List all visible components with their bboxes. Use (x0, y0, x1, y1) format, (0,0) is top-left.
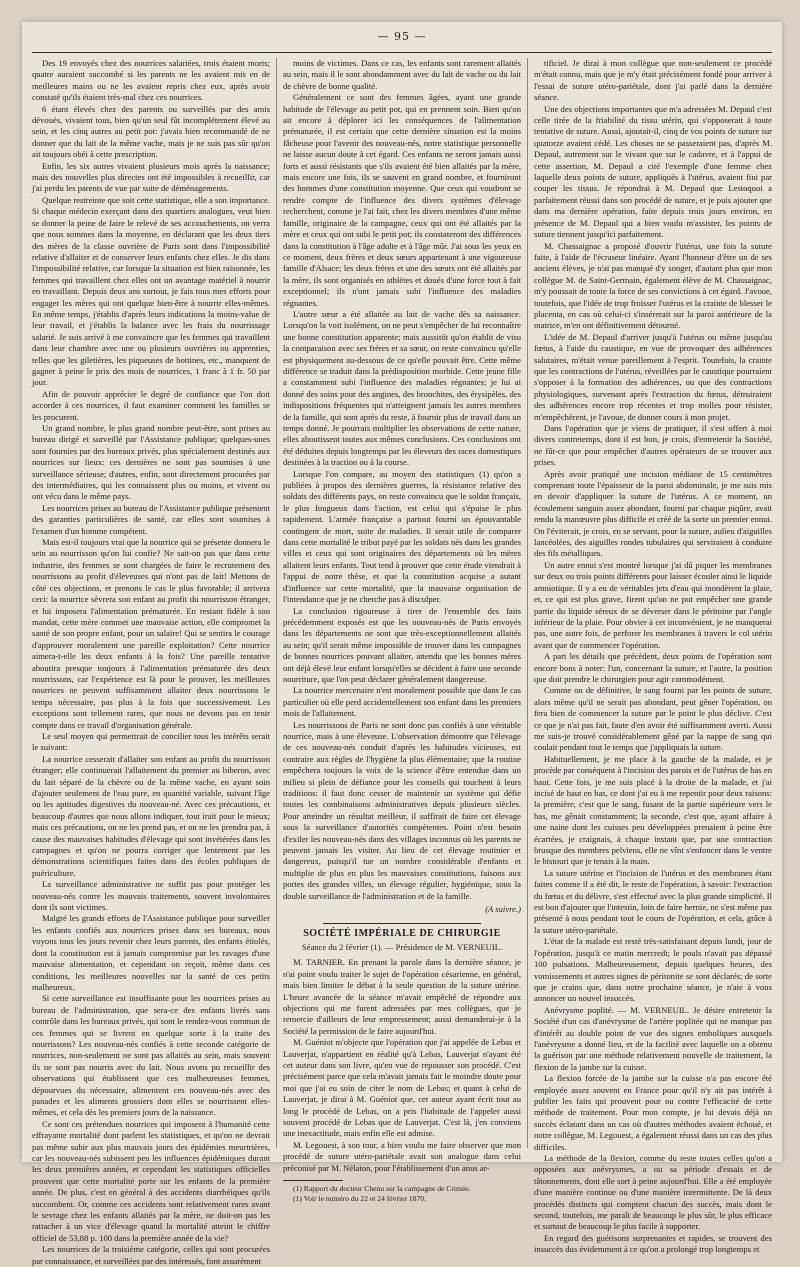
footnote-rule (283, 1180, 343, 1181)
paragraph: M. Guéniot m'objecte que l'opération que j'ai appelée de Lebas et Lauverjat, n'appartient en réalité qu'à Lebas, Lauverjat n'ayant été cet auteur dans son livre, qu'en vue de repousser son procédé. C'est précisément parce que cela m'avait jamais fait le moindre doute pour moi que j'ai eu soin de citer le nom de Lebas; et quant à celui de Lauverjat, je dirai à M. Guéniot que, cet auteur ayant écrit tout au long le procédé de Lebas, on a pris l'habitude de l'appeler aussi souvent procédé de Lebas que de Lauverjat. C'est là, j'en conviens une inexactitude, mais enfin elle est admise. (283, 1037, 521, 1139)
paragraph: Anévrysme poplité. — M. VERNEUIL. Je désire entretenir la Société d'un cas d'anévrysme de l'artère poplitée qui ne manque pas d'intérêt au double point de vue des signes emboliques auxquels l'anévrysme a donné lieu, et de la facilité avec laquelle on a obtenu la guérison par une méthode relativement nouvelle de traitement, la flexion de la jambe sur la cuisse. (534, 1004, 772, 1072)
paragraph: M. Chassaignac a proposé d'ouvrir l'utérus, une fois la suture faite, à l'aide de l'écraseur linéaire. Ayant l'honneur d'être un de ses anciens élèves, je n'ai pas manqué d'y songer, d'autant plus que mon collègue M. de Saint-Germain, également élève de M. Chassaignac, m'y poussait de toute la force de ses convictions à cet égard. J'avoue, toutefois, que l'idée de trop froisser l'utérus et la crainte de blesser le placenta, en cas où celui-ci s'insérerait sur la paroi antérieure de la matrice, m'en ont définitivement détourné. (534, 240, 772, 331)
paragraph: tificiel. Je dirai à mon collègue que non-seulement ce procédé m'était connu, mais que je m'y était précisément fondé pour arriver à l'essai de suture utéro-pariétale, dont j'ai parlé dans la dernière séance. (534, 58, 772, 103)
paragraph: Comme on de définitive, le sang fourni par les points de suture, alors même qu'il ne serait pas abondant, peut gêner l'opération, on fera bien de commencer la suture par le point le plus déclive. C'est ce que je n'ai pas fait, faute d'en avoir été suffisamment averti. Aussi me suis-je trouvé considérablement gêné par la nappe de sang qui coulait pendant tout le temps que j'appliquais la suture. (534, 685, 772, 753)
paragraph: Dans l'opération que je viens de pratiquer, il s'est offert à moi divers contretemps, dont il est bon, je crois, d'entretenir la Société, ne fût-ce que pour empêcher d'autres opérateurs de se trouver aux prises. (534, 423, 772, 468)
paragraph: La conclusion rigoureuse à tirer de l'ensemble des faits précédemment exposés est que les nouveau-nés de Paris envoyés dans les départements ne sont que très-exceptionnellement allaités au sein; qu'il serait même impossible de trouver dans les campagnes de bonnes nourrices pouvant allaiter, attendu que les bonnes mères ont déjà élevé leur enfant lorsqu'elles se décident à faire une seconde nourriture, que l'on peut déclarer généralement dangereuse. (283, 605, 521, 684)
paragraph: Enfin, les six autres vivaient plusieurs mois après la naissance; mais des nouvelles plus directes ont été impossibles à recueillir, car j'ai perdu les parents de vue par suite de déménagements. (32, 160, 270, 194)
paragraph: Après avoir pratiqué une incision médiane de 15 centimètres comprenant toute l'épaisseur de la paroi abdominale, je me suis mis en devoir d'appliquer la suture de l'utérus. A ce moment, un écoulement sanguin assez abondant, fourni par chaque piqûre, avait rendu la manœuvre plus difficile et créé de la sorte un premier ennui. On l'éviterait, je crois, en se servant, pour la suture, aulieu d'aiguilles lancéolées, des aiguilles rondes tubulaires qui serviraient à conduire des fils métalliques. (534, 468, 772, 559)
footnote: (1) Rapport du docteur Chenu sur la campagne de Crimée. (293, 1184, 471, 1193)
paragraph: A part les détails que précèdent, deux points de l'opération sont encore bons à noter: l'un, concernant la suture, et l'autre, la position que doit prendre le chirurgien pour agir commodément. (534, 651, 772, 684)
newspaper-page (22, 22, 782, 1266)
section-title: SOCIÉTÉ IMPÉRIALE DE CHIRURGIE (303, 928, 501, 940)
paragraph: Afin de pouvoir apprécier le degré de confiance que l'on doit accorder à ces nourrices, il faut examiner comment les familles se les procurent. (32, 388, 270, 422)
paragraph: 6 étant élevés chez des parents ou surveillés par des amis dévoués, vivaient tous, bien qu'un seul fût incomplétement élevé au sein, et les cinq autres au petit pot: j'avais bien recommandé de ne donner que du lait de la même vache, mais je ne suis pas sûr qu'on ait toujours obéi à cette prescription. (32, 103, 270, 160)
paragraph: En regard des guérisons surprenantes et rapides, se trouvent des insuccès dus évidemment à ce qu'on a prolongé trop longtemps et (534, 1232, 772, 1255)
paragraph: Des 19 envoyés chez des nourrices salariées, trois étaient morts; quatre auraient succombé si les parents ne les avaient mis en de meilleures mains ou ne les avaient repris chez eux, après avoir constaté qu'ils étaient très-mal chez ces nourrices. (32, 58, 270, 103)
paragraph: moins de victimes. Dans ce cas, les enfants sont rarement allaités au sein, mais il le sont abondamment avec du lait de vache ou du lait de chèvre de bonne qualité. (283, 58, 521, 91)
paragraph: Un autre ennui s'est montré lorsque j'ai dû piquer les membranes sur deux ou trois points différents pour laisser écouler ainsi le liquide amniotique. Il y a eu de véritables jets d'eau qui inondèrent la plaie, et, ce qui est plus grave, firent qu'on ne put empêcher une grande partie du liquide séreux de se déverser dans le péritoine par l'angle inférieur de la plaie. Pour obvier à cet inconvénient, je ne manquerai pas, une autre fois, de perforer les membranes à travers le col utérin avant que de commencer l'opération. (534, 559, 772, 650)
paragraph: Si cette surveillance est insuffisante pour les nourrices prises au bureau de l'administration, que sera-ce des enfants livrés sans contrôle dans les bureaux privés, qui sont le rendez-vous commun de ces femmes qui se livrent en quelque sorte à la traite des nourrissons? Les nouveau-nés confiés à cette seconde catégorie de nourrices, non-seulement ne sont pas allaités au sein, mais souvent ils ne sont pas nourris avec du lait. Nous avons pu recueillir des observations qui établissent que ces malheureuses femmes, dépourvues du nécessaire, alimentent ces nouveau-nés avec des panades et les aliments grossiers dont elles se nourrissent elles-mêmes, et cela dès les premiers jours de la naissance. (32, 993, 270, 1118)
paragraph: L'autre sœur a été allaitée au lait de vache dès sa naissance. Lorsqu'on la voit isolément, on ne peut s'empêcher de lui reconnaître une bonne constitution apparente; mais aussitôt qu'on établit de visu la comparaison avec ses frères et sa sœur, on reste convaincu qu'elle est physiquement au-dessous de ce qu'elle pouvait être. Cette même différence se traduit dans la prédisposition morbide. Cette jeune fille a constamment subi l'influence des maladies régnantes; je lui ai donné des soins pour des angines, des bronchites, des érysipèles, des indispositions fréquentes qui n'atteignent jamais les autres membres de la famille, qui sont après du reste, à fournir plus de travail dans un temps donné. Je pourrais multiplier les observations de cette nature, elles aboutissent toutes aux mêmes conclusions. Ces conclusions ont été déduites depuis longtemps par les éleveurs des races domestiques destinées à la traction ou à la course. (283, 308, 521, 468)
paragraph: Ce sont ces prétendues nourrices qui imposent à l'humanité cette effrayante mortalité dont parlent les statistiques, et qu'on ne devrait pas même subir aux plus mauvais jours des épidémies meurtrières, car les nouveau-nés subissent peu les influences épidémiques durant les deux premières années, et cependant les statistiques officielles prouvent que cette mortalité porte sur les enfants de la première année. De plus, c'est en général à des accidents diarrhéiques qu'ils succombent. Or, comme ces accidents sont relativement rares avant le sevrage chez les enfants allaités par la mère, ne doit-on pas les rattacher à un vice d'élevage quand la mortalité atteint le chiffre officiel de 53,88 p. 100 dans la première année de la vie? (32, 1118, 270, 1243)
paragraph: La suture utérine et l'incision de l'utérus et des membranes étant faites comme il a été dit, le reste de l'opération, à savoir: l'extraction du fœtus et du délivre, s'est effectué avec la plus grande simplicité. Il est bon d'ajouter que l'intestin, loin de faire hernie, ne s'est même pas présenté à nous pendant tout le cours de l'opération, et cela, grâce à la suture utéro-pariétale. (534, 867, 772, 935)
section-rule (323, 923, 481, 924)
column-2 (283, 58, 521, 1203)
paragraph: La surveillance administrative ne suffit pas pour protéger les nouveau-nés contre les mauvais traitements, souvent involontaires dont ils sont victimes. (32, 879, 270, 913)
paragraph: La nourrice cesserait d'allaiter son enfant au profit du nourrisson étranger; elle continuerait l'allaitement du premier au biberon, avec du lait séparé de la chèvre ou de la même vache, en ayant soin d'ajouter seulement de l'eau pure, en quantité variable, suivant l'âge ou les aptitudes digestives du nouveau-né. Avec ces précautions, et beaucoup d'autres que nous allons indiquer, tout irait pour le mieux; mais ces précautions, on ne les prend pas, et on ne les prendra pas, à cause des mauvaises habitudes d'élevage qui sont invétérées dans les campagnes et qu'on ne pourra corriger que lentement par les démonstrations scientifiques faites dans des écoles publiques de puériculture. (32, 753, 270, 878)
column-separator-1 (276, 58, 277, 1148)
paragraph: Le seul moyen qui permettrait de concilier tous les intérêts serait le suivant: (32, 730, 270, 753)
to-be-continued: (A suivre.) (485, 904, 521, 915)
paragraph: La méthode de la flexion, comme du reste toutes celles qu'on a opposées aux anévrysmes, a ou sa période d'essais et de tâtonnements, dont elle sort à peine aujourd'hui. Elle a été employée d'une manière continue ou d'une manière intermittente. De là deux procédés distincts qui comptent chacun des succès, mais dont le second, toutefois, me paraît de beaucoup le plus sûr, le plus efficace et surtout de beaucoup le plus facile à supporter. (534, 1153, 772, 1232)
paragraph: M. Legouest, à son tour, a bien voulu me faire observer que mon procédé de suture utéro-pariétale avait son analogue dans celui préconisé par M. Nélaton, pour l'établissement d'un anus ar- (283, 1139, 521, 1173)
column-3 (534, 58, 772, 1255)
paragraph: Mais est-il toujours vrai que la nourrice qui se présente donnera le sein au nourrisson qu'on lui confie? Ne sait-on pas que dans cette industrie, des femmes se sont chargées de faire le recrutement des nourrissons au profit d'éleveuses qui n'ont pas de lait! Mettons de côté ces objections, et prenons le cas le plus favorable; il arrivera ceci: la nourrice sèvrera son enfant au profit du nourrisson étranger, et lui imposera l'alimentation prématurée. En restant fidèle à son mandat, cette mère commet une mauvaise action, elle compromet la santé de son propre enfant, pour un salaire! Qui se sentira le courage d'approuver moralement une pareille exploitation? Cette nourrice aimera-t-elle les deux enfants à la fois? Une pareille tentative aboutira presque toujours à l'alimentation prématurée des deux nourrissons, car l'expérience est là pour le prouver, les meilleures nourrices ne peuvent suffisamment allaiter deux nourrissons le temps nécessaire, pas plus à la fois que successivement. Les exceptions sont tellement rares, que nous ne devons pas en tenir compte dans ce travail d'organisation générale. (32, 537, 270, 730)
section-subtitle: Séance du 2 février (1). — Présidence de M. VERNEUIL. (301, 941, 503, 952)
paragraph: L'idée de M. Depaul d'arriver jusqu'à l'utérus ou même jusqu'au fœtus, à l'aide du caustique, en vue de provoquer des adhérences salutaires, m'était venue pareillement à l'esprit. Toutefois, la crainte que les contractions de l'utérus, réveillées par le caustique pourraient s'opposer à la formation des adhérences, ou que des contractions physiologiques, survenant après l'extraction du fœtus, détruiraient des adhérences encore trop récentes et trop molles pour résister, m'empêchèrent, je l'avoue, de donner cours à mon projet. (534, 331, 772, 422)
paragraph: Malgré les grands efforts de l'Assistance publique pour surveiller les enfants confiés aux nourrices prises dans ses bureaux, nous voyons tous les jours revenir chez leurs parents, des enfants étiolés, dont la constitution est à jamais compromise par les ravages d'une mauvaise alimentation, et cependant on reçoit, même dans ces conditions, les meilleures nouvelles sur la santé de ces petits malheureux. (32, 913, 270, 992)
paragraph: L'état de la malade est resté très-satisfaisant depuis lundi, jour de l'opération, jusqu'à ce matin mercredi; le pouls n'avait pas dépassé 100 pulsations. Malheureusement, depuis quelques heures, des vomissements et autres signes de péritonite se sont déclarés; de sorte que je crains que, dans notre prochaine séance, je n'aie à vous annoncer un nouvel insuccès. (534, 936, 772, 1004)
column-1 (32, 58, 270, 1266)
footnote: (1) Voir le numéro du 22 et 24 février 1870. (293, 1194, 427, 1203)
paragraph: Un grand nombre, le plus grand nombre peut-être, sont prises au bureau dirigé et surveillé par l'Assistance publique; quelques-unes sont fournies par des bureaux privés, plus spécialement destinés aux nourrices sur lieux: ces dernières ne sont pas soumises à une surveillance sérieuse; d'autres, enfin, sont directement procurées par des intermédiaires, qui les connaissent plus ou moins, et vivent ou ont vécu dans le même pays. (32, 423, 270, 502)
page-number: — 95 — (377, 30, 427, 43)
paragraph: Les nourrissons de Paris ne sont donc pas confiés à une véritable nourrice, mais à une éleveuse. L'observation démontre que l'élevage de ces nouveau-nés conduit d'après les habitudes vicieuses, est contraire aux règles de l'hygiène la plus élémentaire; que la routine empêchera toujours la voix de la science d'être entendue dans un milieu si plein de défiance pour les conseils qui touchent à leurs traditions: il faut donc cesser de maintenir un système qui défie toutes les combinaisons administratives depuis plusieurs siècles. Pour atteindre un résultat meilleur, il suffirait de faire cet élevage sous la surveillance d'autorités compétentes. Point n'est besoin d'exiler les nouveau-nés dans des villages inconnus où les parents ne peuvent jamais les visiter. Au lieu de cet élevage routinier et dangereux, puisqu'il tue un nombre considérable d'enfants et multiplie de plus en plus les mauvaises constitutions, faisons aux portes des grandes villes, un élevage régulier, hygiénique, sous la double surveillance de l'administration et de la famille. (283, 719, 521, 901)
paragraph: Lorsque l'on compare, au moyen des statistiques (1) qu'on a publiées à propos des dernières guerres, la résistance relative des soldats des différents pays, on reste convaincu que le soldat français, le plus fougueux dans l'action, est celui qui s'épuise le plus rapidement. L'armée française a partout fourni un épouvantable contingent de mort, suite de maladies. Il serait utile de comparer dans cette mortalité le tribut payé par les soldats nés dans les grandes villes et ceux qui sont originaires des départements où les mères allaitent leurs enfants. Tout tend à prouver que cette étude viendrait à l'appui de notre thèse, et que la constitution acquise a autant d'influence sur cette mortalité, que la mauvaise organisation de l'intendance que je ne cherche pas à disculper. (283, 468, 521, 605)
paragraph: Une des objections importantes que m'a adressées M. Depaul c'est celle tirée de la friabilité du tissu utérin, qui s'opposerait à toute tentative de suture. Aussi, ajoutait-il, cinq de vos points de suture sur quatorze avaient cédé. Les choses ne se passeraient pas, d'après M. Depaul, autrement sur le vivant que sur le cadavre, et à l'appui de cette assertion, M. Depaul a cité l'exemple d'une femme chez laquelle deux points de suture, appliqués à l'utérus, avaient fini par couper les tissus. Je répondrai à M. Depaul que Lestoquoi a parfaitement réussi dans son procédé de suture, et je puis ajouter que dans ma dernière opération, faite depuis trois jours environ, en présence de M. Depaul qui a bien voulu m'assister, les points de suture tiennent jusqu'ici parfaitement. (534, 103, 772, 240)
column-separator-2 (527, 58, 528, 1148)
paragraph: Les nourrices prises au bureau de l'Assistance publique présentent des garanties particulières de santé, car elles sont soumises à l'examen d'un homme compétent. (32, 502, 270, 536)
paragraph: La nourrice mercenaire n'est moralement possible que dans le cas particulier où elle perd accidentellement son enfant dans les premiers mois de l'allaitement. (283, 685, 521, 719)
paragraph: Généralement ce sont des femmes âgées, ayant une grande habitude de l'élevage au petit pot, qui en prennent soin. Bien qu'on ait encore à déplorer ici les conséquences de l'alimentation prématurée, il est certain que cette dernière situation est la moins fâcheuse pour l'avenir des nouveau-nés, notre statistique personnelle ne laisse aucun doute à cet égard. Ces enfants ne seront jamais aussi forts et aussi résistants que s'ils avaient été bien allaités par la mère, mais encore une fois, ils se sauvent en grand nombre, et fourniront des hommes d'une constitution moyenne. Que ceux qui voudront se rendre compte de l'influence des divers systèmes d'élevage recherchent, comme je l'ai fait, chez les divers membres d'une même famille, originaire de la campagne, ceux qui ont été allaités par la mère et ceux qui ont subi le petit pot; ils constateront des différences dans la constitution à l'âge adulte et à l'âge mûr. J'ai sous les yeux en ce moment, deux frères et deux sœurs appartenant à une vigoureuse famille d'Alsace; les deux frères et une des sœurs ont été allaités par la mère, ils sont organisés en athlètes et doués d'une force tout à fait exceptionnel; ils n'ont jamais subi l'influence des maladies régnantes. (283, 92, 521, 308)
paragraph: Quelque restreinte que soit cette statistique, elle a son importance. Si chaque médecin exerçant dans des quartiers analogues, veut bien se donner la peine de faire le relevé de ses accouchements, on verra que nous sommes dans la moyenne, en déclarant que les deux tiers des mères de la classe ouvrière de Paris sont dans l'impossibilité relative d'allaiter et de conserver leurs enfants chez elles. Je dis dans l'impossibilité relative, car lorsque la situation est bien raisonnée, les femmes qui travaillent chez elles ont un avantage matériel à nourrir en travaillant. Depuis deux ans surtout, je fais tous mes efforts pour engager les mères qui ont quelque bien-être à nourrir elles-mêmes. En même temps, j'établis d'après leurs indications la moins-value de leur travail, et j'établis la balance avec les frais du nourrissage salarié. Je suis arrivé à me convaincre que les femmes qui travaillent dans leur chambre avec une ou plusieurs ouvrières ou apprenties, telles que les giletières, les piqueuses de bottines, etc., manquent de gagner à peine le prix des mois de nourrices, 1 franc à 1 fr. 50 par jour. (32, 194, 270, 388)
paragraph: Les nourrices de la troisième catégorie, celles qui sont procurées par connaissance, et surveillées par des intéressés, font assurément (32, 1244, 270, 1266)
paragraph: La flexion forcée de la jambe sur la cuisse n'a pas encore été employée assez souvent en France pour qu'il n'y ait pas intérêt à publier les faits qui prouvent pour ou contre l'efficacité de cette méthode de traitement. Pour mon compte, je lui devais déjà un succès éclatant dans un cas où d'autres méthodes avaient échoué, et notre collègue, M. Legouest, a également réussi dans un cas des plus difficiles. (534, 1073, 772, 1152)
paragraph: Habituellement, je me place à la gauche de la malade, et je procède par conséquent à l'incision des parois et de l'utérus de bas en haut. Cette fois, je me suis placé à la droite de la malade, et j'ai incisé de haut en bas, ce dont j'ai eu à me repentir pour deux raisons: la première, c'est que le sang, fusant de la partie supérieure vers le bas, me gênait constamment; la seconde, c'est que, ayant affaire à une naine dont les cuisses peu développées prenaient à peine être écartées, je craignais, à chaque instant que, par une contraction brusque des membres pelviens, elle ne vînt s'enfoncer dans le ventre le bistouri que je tenais à la main. (534, 753, 772, 867)
paragraph: M. TARNIER. En prenant la parole dans la dernière séance, je n'ai point voulu traiter le sujet de l'opération césarienne, en général, mais bien limiter le débat à la seule question de la suture utérine. L'heure avancée de la séance m'avait empêché de répondre aux objections qui me furent adressées par mes collègues, que je remercie d'ailleurs de leur empressement; aussi demanderai-je à la Société la permission de le faire aujourd'hui. (283, 957, 521, 1036)
header-rule (32, 52, 772, 53)
